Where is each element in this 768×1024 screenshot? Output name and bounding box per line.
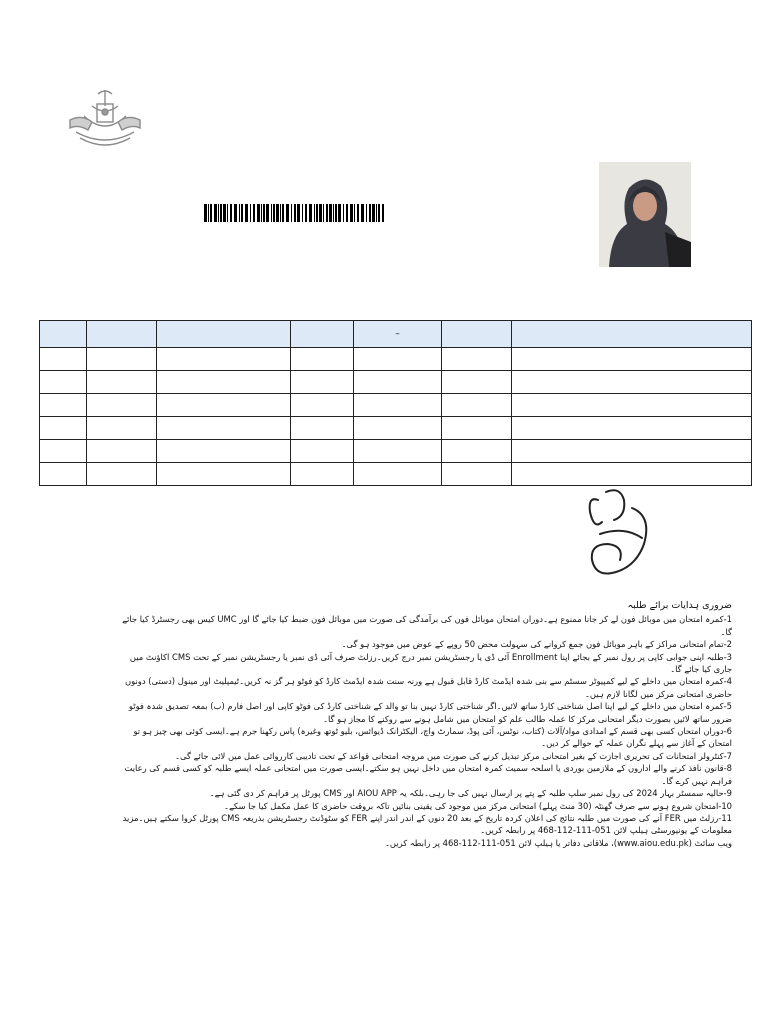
table-cell	[157, 417, 291, 440]
barcode-bar	[335, 204, 337, 222]
table-header-row	[40, 321, 752, 348]
instruction-item: 7-کنٹرولر امتحانات کی تحریری اجازت کے بغیر امتحانی مرکز تبدیل کرنے کی صورت میں مروجہ امتحانی قواعد کے تحت تادیبی کارروائی عمل میں لائی جائے گی۔	[175, 750, 732, 761]
table-cell	[87, 463, 157, 486]
barcode-bar	[280, 204, 281, 222]
barcode-bar	[329, 204, 332, 222]
table-cell	[87, 371, 157, 394]
table-cell	[512, 348, 752, 371]
table-cell	[291, 348, 354, 371]
barcode-bar	[291, 204, 292, 222]
barcode-bar	[227, 204, 228, 222]
barcode-bar	[369, 204, 371, 222]
exam-schedule-table	[39, 320, 752, 486]
table-cell	[354, 394, 442, 417]
table-cell	[291, 440, 354, 463]
instruction-item: 11-رزلٹ میں FER آنے کی صورت میں طلبہ نتائج کی اعلان کردہ تاریخ کے بعد 20 دنوں کے اندر اندر اپنے FER کو سٹوڈنٹ رجسٹریشن بذریعہ CMS پورٹل کروا سکتے ہیں۔مزید معلومات کے یونیورسٹی ہیلپ لائن 051-111-112-468 پر رابطہ کریں۔	[122, 812, 732, 836]
barcode-bar	[357, 204, 359, 222]
signature	[580, 486, 660, 584]
table-cell	[157, 440, 291, 463]
instructions-section	[120, 600, 732, 849]
table-cell	[354, 371, 442, 394]
table-cell	[157, 348, 291, 371]
table-row	[40, 463, 752, 486]
barcode-bar	[286, 204, 289, 222]
table-row	[40, 440, 752, 463]
barcode-bar	[319, 204, 322, 222]
table-cell	[157, 394, 291, 417]
instruction-item: 1-کمرہ امتحان میں موبائل فون لے کر جانا ممنوع ہے۔دوران امتحان موبائل فون کی برآمدگی کی صورت میں موبائل فون ضبط کیا جائے گا اور UMC کیس بھی رجسٹرڈ کیا جائے گا۔	[122, 614, 732, 637]
university-logo	[62, 86, 148, 152]
barcode-bar	[338, 204, 341, 222]
barcode-bar	[276, 204, 279, 222]
barcode-bar	[210, 204, 212, 222]
instruction-item: 4-کمرہ امتحان میں داخلے کے لیے کمپیوٹر سسٹم سے بنی شدہ ایڈمٹ کارڈ قابل قبول ہے ورنہ سنت شدہ ایڈمٹ کارڈ کو فوٹو ہر گز نہ کریں۔ٹیمپلیٹ اور مینول (دستی) دونوں حاضری امتحانی مرکز میں لگانا لازم ہیں۔	[125, 676, 732, 699]
table-cell	[40, 440, 87, 463]
barcode-bar	[245, 204, 248, 222]
barcode-bar	[297, 204, 300, 222]
barcode-bar	[314, 204, 315, 222]
table-header-cell	[40, 321, 87, 348]
instructions-list	[120, 613, 732, 849]
table-cell	[442, 348, 512, 371]
barcode-bar	[253, 204, 255, 222]
table-cell	[157, 463, 291, 486]
barcode-bar	[250, 204, 251, 222]
student-photo	[599, 162, 691, 267]
barcode-bar	[346, 204, 348, 222]
instructions-heading: ضروری ہدایات برائے طلبہ	[627, 600, 732, 611]
table-cell	[512, 371, 752, 394]
barcode-bar	[257, 204, 260, 222]
barcode-bar	[382, 204, 384, 222]
barcode-bar	[376, 204, 377, 222]
barcode-bar	[204, 204, 207, 222]
table-cell	[442, 371, 512, 394]
table-cell	[40, 463, 87, 486]
table-header-cell	[87, 321, 157, 348]
barcode-bar	[323, 204, 324, 222]
barcode-bar	[273, 204, 275, 222]
table-header-cell	[157, 321, 291, 348]
table-cell	[354, 463, 442, 486]
table-cell	[40, 417, 87, 440]
table-cell	[512, 463, 752, 486]
barcode-bar	[309, 204, 312, 222]
barcode-bar	[214, 204, 217, 222]
table-cell	[40, 371, 87, 394]
barcode-bar	[266, 204, 269, 222]
barcode-bar	[230, 204, 232, 222]
barcode-bar	[302, 204, 303, 222]
table-cell	[157, 371, 291, 394]
table-cell	[512, 440, 752, 463]
barcode-bar	[372, 204, 375, 222]
barcode-bar	[223, 204, 226, 222]
barcode-bar	[366, 204, 367, 222]
table-row	[40, 348, 752, 371]
table-cell	[512, 417, 752, 440]
table-cell	[354, 417, 442, 440]
table-cell	[442, 463, 512, 486]
instruction-item: ویب سائٹ (www.aiou.edu.pk)، ملاقاتی دفاتر یا ہیلپ لائن 051-111-112-468 پر رابطہ کریں۔	[385, 837, 732, 848]
table-row	[40, 417, 752, 440]
instruction-item: 5-کمرہ امتحان میں داخلے کے لیے اپنا اصل شناختی کارڈ ساتھ لائیں۔اگر شناختی کارڈ نہیں بنا تو والد کے شناختی کارڈ کی فوٹو کاپی اور اصل فارم (ب) بمعہ تصدیق شدہ فوٹو ضرور ساتھ لائیں بصورت دیگر امتحانی مرکز کا عملہ طالب علم کو امتحان میں شامل ہونے سے روکنے کا مجاز ہو گا۔	[128, 701, 732, 724]
instruction-item: 3-طلبہ اپنی جوابی کاپی پر رول نمبر کے بجائے اپنا Enrollment آئی ڈی یا رجسٹریشن نمبر درج کریں۔رزلٹ صرف آئی ڈی نمبر یا رجسٹریشن نمبر کے تحت CMS اکاؤنٹ میں جاری کیا جائے گا۔	[129, 651, 732, 675]
table-header-cell: –	[354, 321, 442, 348]
instruction-item: 8-قانون نافذ کرنے والے اداروں کے ملازمین بوردی یا اسلحہ سمیت کمرہ امتحان میں داخل نہیں ہو سکتے۔ایسی صورت میں امتحانی عملہ ایسے طلبہ کو کسی قسم کی رعایت فراہم نہیں کرے گا۔	[124, 763, 732, 786]
barcode-bar	[239, 204, 240, 222]
barcode-bar	[241, 204, 243, 222]
table-cell	[291, 417, 354, 440]
table-row	[40, 371, 752, 394]
barcode-bar	[316, 204, 318, 222]
barcode-bar	[263, 204, 265, 222]
table-cell	[512, 394, 752, 417]
table-cell	[40, 348, 87, 371]
table-cell	[40, 394, 87, 417]
table-cell	[442, 394, 512, 417]
table-cell	[442, 440, 512, 463]
barcode-bar	[378, 204, 380, 222]
barcode-bar	[294, 204, 296, 222]
table-cell	[354, 348, 442, 371]
barcode-bar	[350, 204, 353, 222]
table-cell	[87, 348, 157, 371]
barcode-bar	[261, 204, 262, 222]
barcode-bar	[326, 204, 328, 222]
barcode-bar	[218, 204, 219, 222]
barcode	[204, 204, 384, 222]
instruction-item: 2-تمام امتحانی مراکز کے باہر موبائل فون جمع کروانے کی سہولت محض 50 روپے کے عوض میں موجود ہو گی۔	[341, 639, 732, 650]
barcode-bar	[343, 204, 344, 222]
table-header-cell	[442, 321, 512, 348]
table-header-cell	[291, 321, 354, 348]
table-cell	[291, 394, 354, 417]
barcode-bar	[208, 204, 209, 222]
table-cell	[87, 417, 157, 440]
barcode-bar	[282, 204, 284, 222]
table-cell	[87, 394, 157, 417]
instruction-item: 6-دوران امتحان کسی بھی قسم کے امدادی مواد/آلات (کتاب، نوٹس، آئی پوڈ، سمارٹ واچ، الیکٹرانک ڈیوائس، بلیو ٹوتھ وغیرہ) پاس رکھنا جرم ہے۔ایسی کوئی بھی چیز ہو تو امتحان کے آغاز سے پہلے نگران عملہ کے حوالے کر دیں۔	[133, 726, 732, 749]
instruction-item: 9-حالیہ سمسٹر بہار 2024 کی رول نمبر سلپ طلبہ کے پتے پر ارسال نہیں کی جا رہی۔بلکہ یہ AIOU APP اور CMS پورٹل پر فراہم کر دی گئی ہے۔	[209, 788, 732, 799]
table-cell	[354, 440, 442, 463]
barcode-bar	[234, 204, 237, 222]
barcode-bar	[354, 204, 355, 222]
barcode-bar	[271, 204, 272, 222]
table-cell	[291, 463, 354, 486]
barcode-bar	[333, 204, 334, 222]
table-row	[40, 394, 752, 417]
barcode-bar	[361, 204, 364, 222]
instruction-item: 10-امتحان شروع ہونے سے صرف گھنٹہ (30 منٹ پہلے) امتحانی مرکز میں موجود کی یقینی بنائیں تاکہ بروقت حاضری کا عمل مکمل کیا جا سکے۔	[224, 800, 732, 811]
table-cell	[87, 440, 157, 463]
table-header-cell	[512, 321, 752, 348]
table-cell	[291, 371, 354, 394]
barcode-bar	[220, 204, 222, 222]
barcode-bar	[305, 204, 307, 222]
table-cell	[442, 417, 512, 440]
